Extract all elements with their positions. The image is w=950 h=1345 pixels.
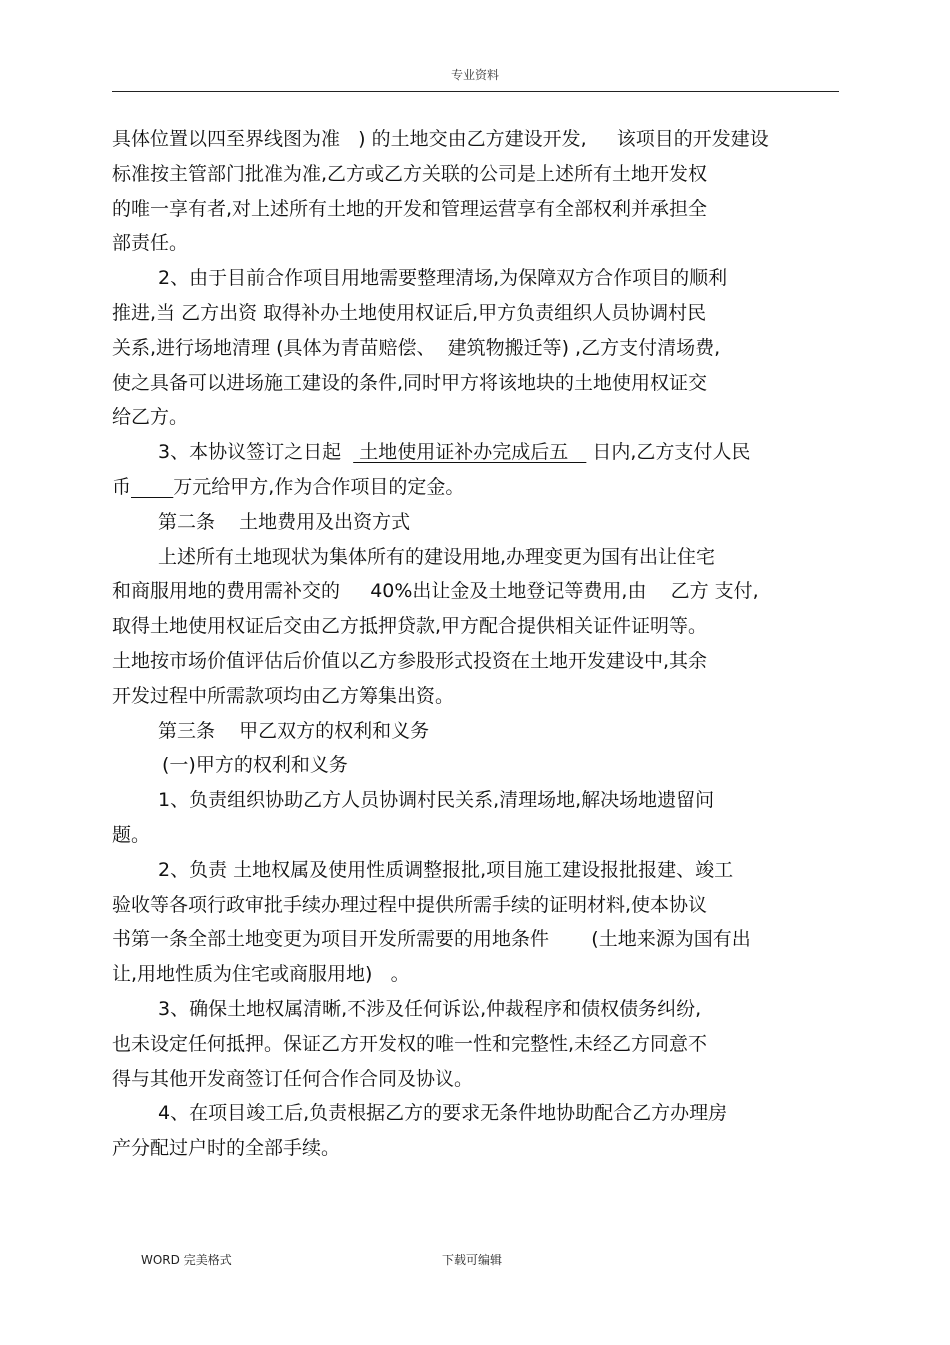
article-2-line: 土地按市场价值评估后价值以乙方参股形式投资在土地开发建设中,其余	[112, 649, 708, 672]
clause-3-text: 币	[112, 475, 132, 498]
paragraph-line: 标准按主管部门批准为准,乙方或乙方关联的公司是上述所有土地开发权	[112, 162, 708, 185]
header-divider	[112, 91, 839, 92]
duty-3-line: 也未设定任何抵押。保证乙方开发权的唯一性和完整性,未经乙方同意不	[112, 1032, 708, 1055]
clause-3-text: 日内,乙方支付人民	[586, 441, 751, 464]
clause-2-line: 关系,进行场地清理 (具体为青苗赔偿、 建筑物搬迁等) ,乙方支付清场费,	[112, 336, 721, 359]
article-2-line: 和商服用地的费用需补交的 40%出让金及土地登记等费用,由 乙方 支付,	[112, 580, 759, 603]
footer-edit-note: 下载可编辑	[442, 1253, 503, 1267]
footer-format-note: WORD 完美格式	[141, 1253, 232, 1267]
paragraph-line: 具体位置以四至界线图为准 ) 的土地交由乙方建设开发, 该项目的开发建设	[112, 128, 769, 150]
duty-3-line: 3、确保土地权属清晰,不涉及任何诉讼,仲裁程序和债权债务纠纷,	[158, 997, 702, 1020]
clause-3-text: 3、本协议签订之日起	[158, 441, 354, 464]
duty-2-line: 验收等各项行政审批手续办理过程中提供所需手续的证明材料,使本协议	[112, 893, 708, 916]
duty-2-line: 书第一条全部土地变更为项目开发所需要的用地条件 (土地来源为国有出	[112, 928, 751, 951]
clause-2-line: 使之具备可以进场施工建设的条件,同时甲方将该地块的土地使用权证交	[112, 371, 708, 394]
clause-2-line: 给乙方。	[112, 406, 189, 429]
document-body	[112, 122, 839, 1166]
clause-3-text: 万元给甲方,作为合作项目的定金。	[173, 475, 465, 498]
paragraph-line: 的唯一享有者,对上述所有土地的开发和管理运营享有全部权利并承担全	[112, 197, 708, 220]
deposit-amount-blank	[131, 476, 173, 498]
duty-2-line: 2、负责 土地权属及使用性质调整报批,项目施工建设报批报建、竣工	[158, 858, 734, 881]
clause-2-line: 推进,当 乙方出资 取得补办土地使用权证后,甲方负责组织人员协调村民	[112, 301, 707, 324]
clause-3-line	[112, 470, 839, 505]
article-3-subtitle: (一)甲方的权利和义务	[162, 754, 348, 777]
article-2-line: 开发过程中所需款项均由乙方筹集出资。	[112, 684, 455, 707]
deposit-deadline-blank: 土地使用证补办完成后五	[353, 441, 587, 464]
duty-4-line: 产分配过户时的全部手续。	[112, 1137, 341, 1160]
duty-3-line: 得与其他开发商签订任何合作合同及协议。	[112, 1067, 474, 1090]
duty-2-line: 让,用地性质为住宅或商服用地) 。	[112, 963, 410, 986]
article-2-title: 第二条 土地费用及出资方式	[158, 510, 411, 533]
clause-2-line: 2、由于目前合作项目用地需要整理清场,为保障双方合作项目的顺利	[158, 267, 728, 290]
clause-3-line	[112, 435, 839, 470]
article-3-title: 第三条 甲乙双方的权利和义务	[158, 719, 430, 742]
duty-1-line: 1、负责组织协助乙方人员协调村民关系,清理场地,解决场地遗留问	[158, 789, 715, 812]
paragraph-line: 部责任。	[112, 232, 189, 255]
duty-4-line: 4、在项目竣工后,负责根据乙方的要求无条件地协助配合乙方办理房	[158, 1102, 728, 1125]
page-header: 专业资料	[450, 68, 499, 82]
article-2-line: 取得土地使用权证后交由乙方抵押贷款,甲方配合提供相关证件证明等。	[112, 615, 708, 638]
duty-1-line: 题。	[112, 823, 151, 846]
article-2-line: 上述所有土地现状为集体所有的建设用地,办理变更为国有出让住宅	[158, 545, 716, 568]
